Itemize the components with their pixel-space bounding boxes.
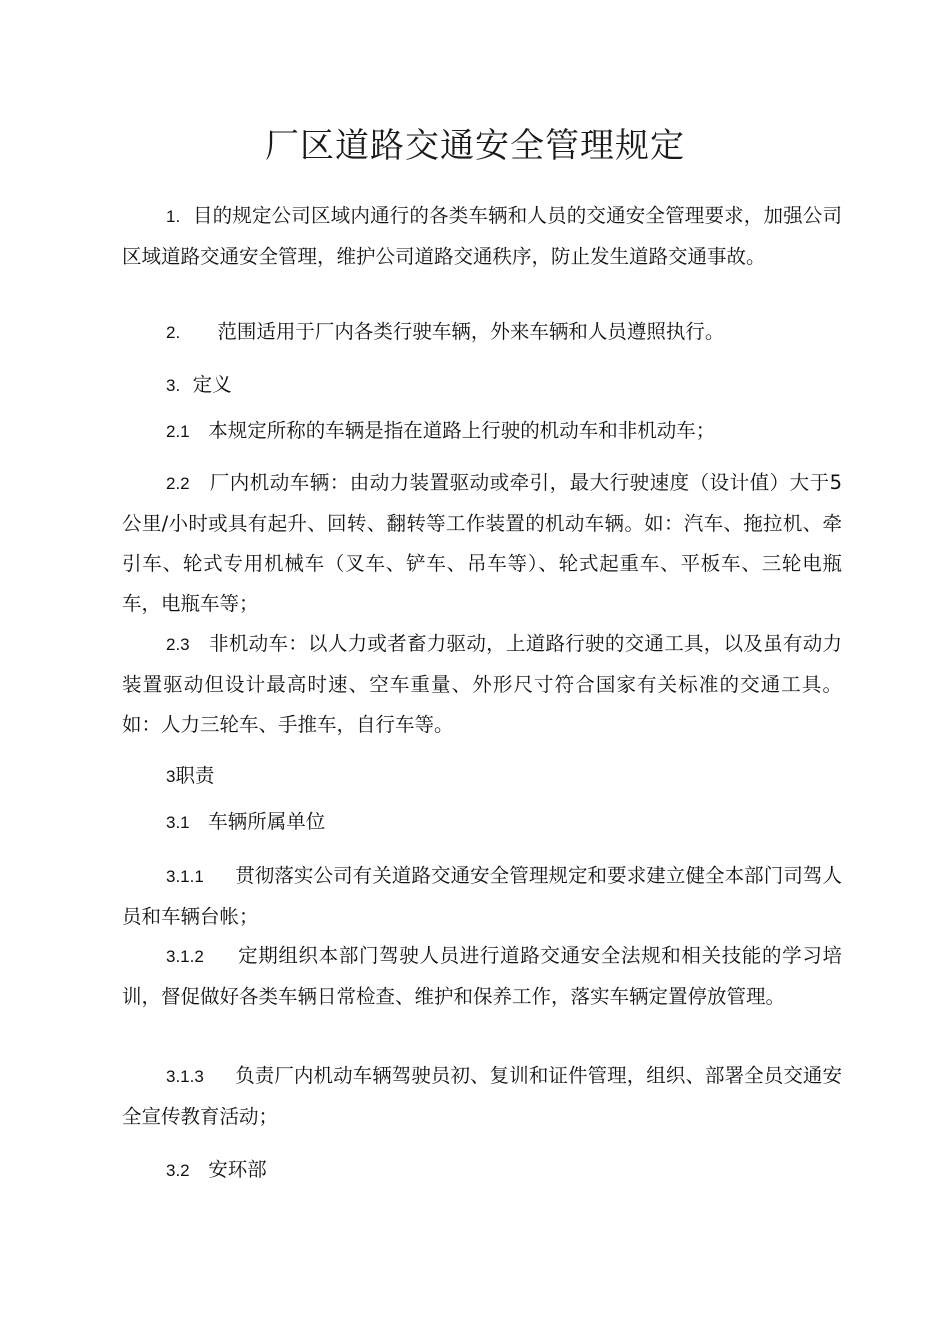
section-number: 2.2: [166, 474, 190, 493]
section-text: 非机动车：以人力或者畜力驱动，上道路行驶的交通工具，以及虽有动力装置驱动但设计最高时速、空车重量、外形尺寸符合国家有关标准的交通工具。如：人力三轮车、手推车，自行车等。: [122, 632, 842, 736]
section-text: 范围适用于厂内各类行驶车辆，外来车辆和人员遵照执行。: [217, 320, 725, 343]
section-number: 2.: [166, 323, 181, 342]
section-text: 定义: [192, 373, 232, 396]
section-number: 3.: [166, 376, 181, 395]
document-title: 厂区道路交通安全管理规定: [265, 126, 685, 166]
section-2-scope: [122, 312, 842, 353]
section-2-3: [122, 624, 842, 745]
section-number: 3: [166, 767, 176, 786]
section-number: 2.3: [166, 635, 190, 654]
section-text: 定期组织本部门驾驶人员进行道路交通安全法规和相关技能的学习培训，督促做好各类车辆日常检查、维护和保养工作，落实车辆定置停放管理。: [122, 944, 842, 1008]
section-number: 2.1: [166, 422, 190, 441]
section-3-1-3: [122, 1056, 842, 1137]
section-3-1-2: [122, 936, 842, 1017]
section-2-2: [122, 463, 842, 624]
section-text: 贯彻落实公司有关道路交通安全管理规定和要求建立健全本部门司驾人员和车辆台帐；: [122, 864, 842, 928]
section-3-2: [122, 1150, 842, 1191]
section-text: 厂内机动车辆：由动力装置驱动或牵引，最大行驶速度（设计值）大于5公里/小时或具有起升、回转、翻转等工作装置的机动车辆。如：汽车、拖拉机、牵引车、轮式专用机械车（叉车、铲车、吊车等）、轮式起重车、平板车、三轮电瓶车，电瓶车等；: [122, 471, 842, 615]
section-3-1: [122, 802, 842, 843]
section-3-1-1: [122, 856, 842, 937]
section-text: 目的规定公司区域内通行的各类车辆和人员的交通安全管理要求，加强公司区域道路交通安全管理，维护公司道路交通秩序，防止发生道路交通事故。: [122, 204, 842, 268]
section-number: 3.2: [166, 1161, 190, 1180]
section-2-1: [122, 411, 842, 452]
section-text: 负责厂内机动车辆驾驶员初、复训和证件管理，组织、部署全员交通安全宣传教育活动；: [122, 1064, 842, 1128]
section-text: 安环部: [208, 1158, 267, 1181]
section-number: 3.1.3: [166, 1067, 204, 1086]
section-number: 3.1.1: [166, 867, 204, 886]
section-number: 3.1: [166, 813, 190, 832]
section-text: 车辆所属单位: [208, 810, 326, 833]
section-text: 职责: [175, 764, 215, 787]
section-3-responsibilities: [122, 756, 842, 797]
section-text: 本规定所称的车辆是指在道路上行驶的机动车和非机动车；: [208, 419, 716, 442]
section-3-definitions: [122, 365, 842, 406]
section-1-purpose: [122, 196, 842, 277]
section-number: 3.1.2: [166, 947, 204, 966]
section-number: 1.: [166, 207, 181, 226]
